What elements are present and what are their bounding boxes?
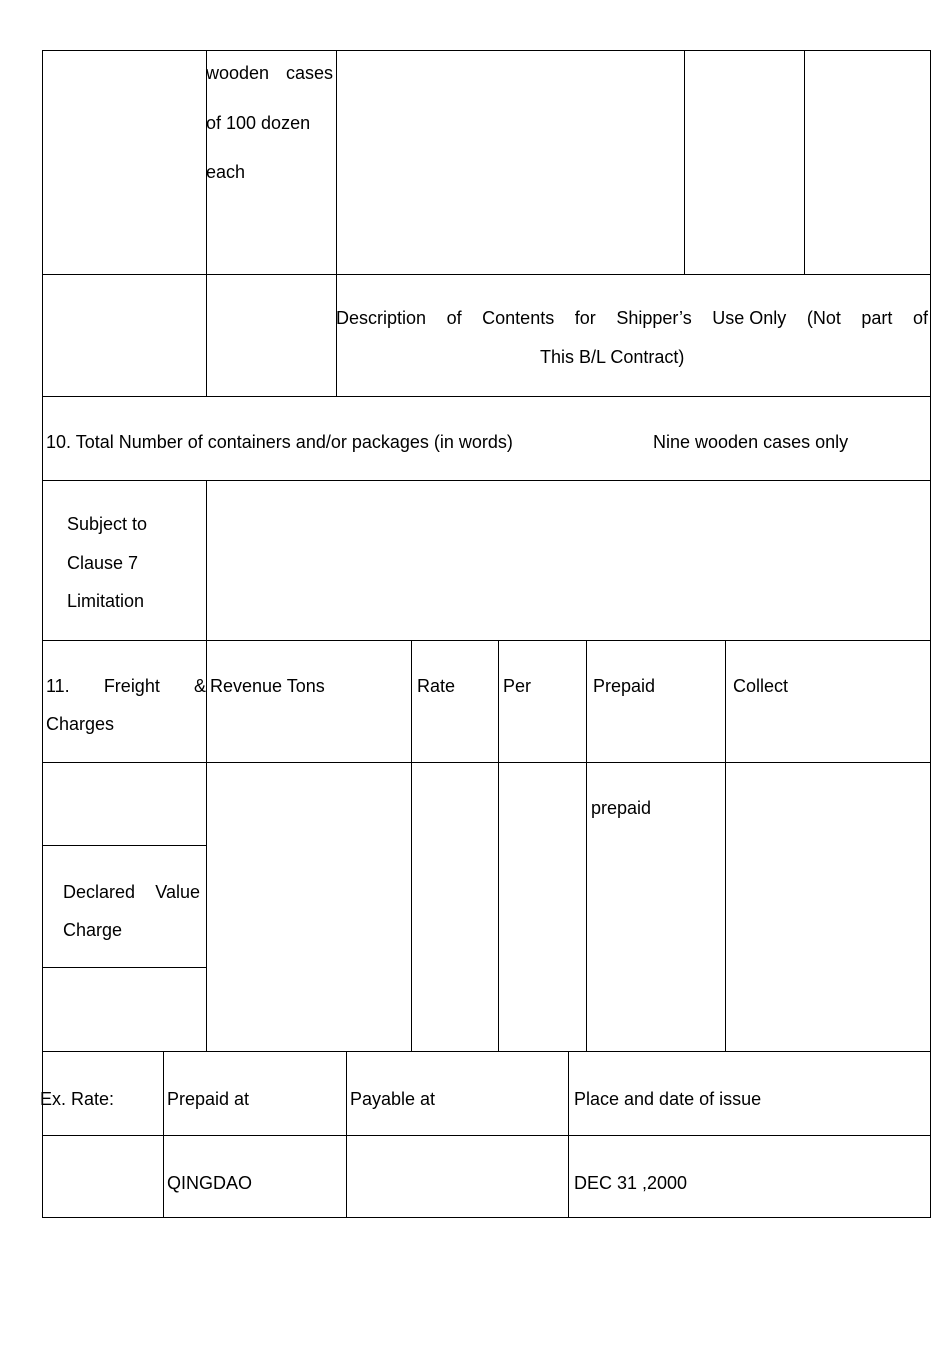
goods-line-2: of 100 dozen bbox=[206, 113, 311, 133]
freight-blank-cell-top bbox=[42, 762, 207, 846]
rate-header-cell bbox=[411, 640, 499, 763]
contents-note-cell bbox=[336, 274, 931, 397]
goods-line-1: wooden cases bbox=[206, 63, 333, 83]
row2-left-cell bbox=[42, 274, 207, 397]
clause-line-1: Subject to bbox=[67, 514, 148, 534]
declared-value-line-2: Charge bbox=[63, 920, 123, 940]
collect-header-cell bbox=[725, 640, 931, 763]
freight-label-line-1: 11. Freight & bbox=[46, 676, 206, 696]
revenue-tons-header-cell bbox=[206, 640, 412, 763]
rate-header: Rate bbox=[417, 676, 456, 696]
place-date-label: Place and date of issue bbox=[574, 1089, 762, 1109]
payable-at-value-cell bbox=[346, 1135, 569, 1218]
payable-at-label: Payable at bbox=[350, 1089, 436, 1109]
place-date-value: DEC 31 ,2000 bbox=[574, 1173, 688, 1193]
collect-value-cell bbox=[725, 762, 931, 1052]
freight-label-line-2: Charges bbox=[46, 714, 115, 734]
rate-value-cell bbox=[411, 762, 499, 1052]
revenue-tons-value-cell bbox=[206, 762, 412, 1052]
contents-note-line-1: Description of Contents for Shipper’s Use Only (Not part of bbox=[336, 308, 928, 328]
measurement-cell bbox=[804, 50, 931, 275]
ex-rate-label: Ex. Rate: bbox=[40, 1089, 115, 1109]
freight-label-cell bbox=[42, 640, 207, 763]
clause-right-cell bbox=[206, 480, 931, 641]
collect-header: Collect bbox=[733, 676, 789, 696]
per-value-cell bbox=[498, 762, 587, 1052]
row2-mid-cell bbox=[206, 274, 337, 397]
clause-line-2: Clause 7 bbox=[67, 553, 139, 573]
prepaid-value: prepaid bbox=[591, 798, 652, 818]
clause-line-3: Limitation bbox=[67, 591, 145, 611]
freight-blank-cell-bottom bbox=[42, 967, 207, 1052]
ex-rate-value-cell bbox=[42, 1135, 164, 1218]
prepaid-at-label: Prepaid at bbox=[167, 1089, 250, 1109]
goods-line-3: each bbox=[206, 162, 246, 182]
mark-cell bbox=[42, 50, 207, 275]
declared-value-line-1: Declared Value bbox=[63, 882, 200, 902]
prepaid-header: Prepaid bbox=[593, 676, 656, 696]
goods-extra-cell bbox=[336, 50, 685, 275]
revenue-tons-header: Revenue Tons bbox=[210, 676, 325, 696]
per-header: Per bbox=[503, 676, 532, 696]
total-packages-value: Nine wooden cases only bbox=[653, 432, 849, 452]
total-packages-label: 10. Total Number of containers and/or packages (in words) bbox=[46, 432, 513, 452]
prepaid-header-cell bbox=[586, 640, 726, 763]
per-header-cell bbox=[498, 640, 587, 763]
declared-value-cell bbox=[42, 845, 207, 968]
prepaid-at-value: QINGDAO bbox=[167, 1173, 253, 1193]
gross-weight-cell bbox=[684, 50, 805, 275]
contents-note-line-2: This B/L Contract) bbox=[540, 347, 685, 367]
